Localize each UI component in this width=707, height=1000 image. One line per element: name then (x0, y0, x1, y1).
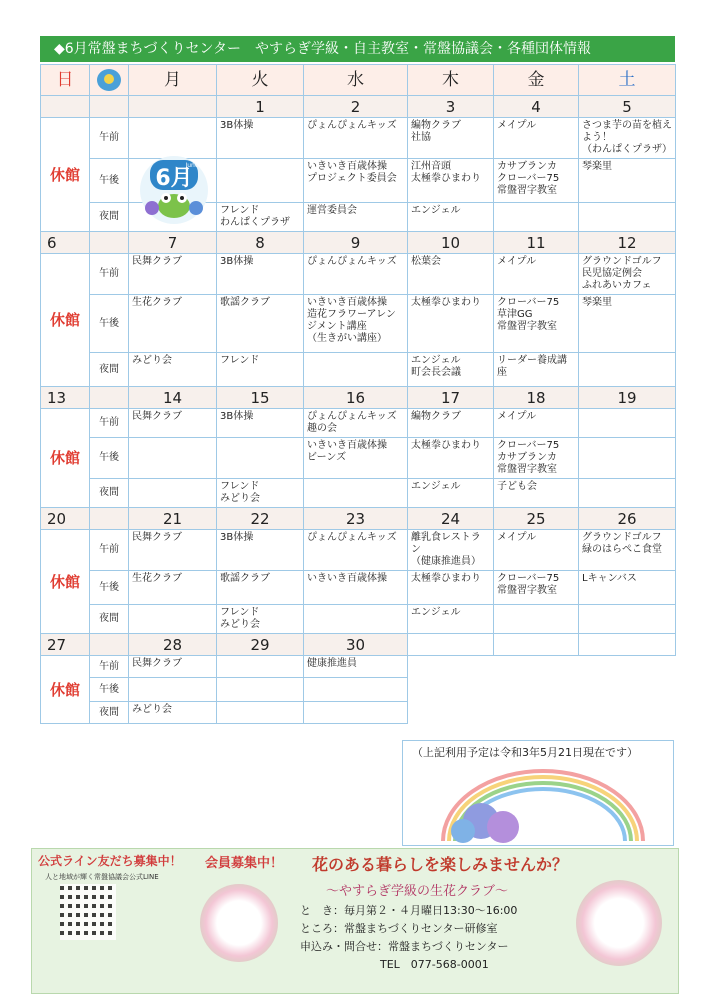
closed-label: 休館 (41, 254, 90, 387)
date-row (41, 634, 676, 656)
date-cell (494, 634, 579, 656)
footer-subtitle: ～やすらぎ学級の生花クラブ～ (326, 884, 509, 899)
event-cell: ぴょんぴょんキッズ (304, 530, 408, 571)
event-cell: さつま芋の苗を植えよう！ （わんぱくプラザ） (579, 118, 676, 159)
event-cell (129, 438, 217, 479)
date-sun: 20 (41, 508, 90, 530)
event-cell: ぴょんぴょんキッズ (304, 254, 408, 295)
weekday-thu: 木 (408, 65, 494, 96)
closed-label: 休館 (41, 118, 90, 232)
notice-area (408, 656, 676, 724)
june-badge-small: June (185, 162, 199, 169)
event-cell: 民舞クラブ (129, 530, 217, 571)
event-cell: ぴょんぴょんキッズ (304, 118, 408, 159)
info-tel: TEL 077-568-0001 (380, 958, 489, 971)
event-cell (579, 479, 676, 508)
event-cell (217, 438, 304, 479)
event-cell: 太極拳ひまわり (408, 295, 494, 353)
info-contact: 申込み・問合せ：常盤まちづくりセンター (300, 940, 509, 953)
event-cell (129, 678, 217, 702)
date-cell: 15 (217, 387, 304, 409)
slot-label-am: 午前 (90, 118, 129, 159)
event-cell: 3B体操 (217, 118, 304, 159)
event-cell: カサブランカ クローバー75 常盤習字教室 (494, 159, 579, 203)
member-recruit: 会員募集中！ (205, 856, 284, 871)
date-sun: 6 (41, 232, 90, 254)
event-cell: 琴楽里 (579, 159, 676, 203)
date-cell (579, 634, 676, 656)
event-cell: いきいき百歳体操 ビーンズ (304, 438, 408, 479)
event-cell: 離乳食レストラン （健康推進員） (408, 530, 494, 571)
event-cell: 運営委員会 (304, 203, 408, 232)
slot-label-pm: 午後 (90, 571, 129, 605)
date-cell: 26 (579, 508, 676, 530)
event-cell: 民舞クラブ (129, 409, 217, 438)
date-cell: 24 (408, 508, 494, 530)
event-cell: 松葉会 (408, 254, 494, 295)
event-cell: 太極拳ひまわり (408, 438, 494, 479)
slot-label-pm: 午後 (90, 159, 129, 203)
date-cell: 7 (129, 232, 217, 254)
event-cell: リーダー養成講座 (494, 353, 579, 387)
slot-row-pm (41, 571, 676, 605)
date-cell: 21 (129, 508, 217, 530)
event-cell (304, 479, 408, 508)
usage-note: （上記利用予定は令和3年5月21日現在です） (412, 746, 638, 759)
weekday-wed: 水 (304, 65, 408, 96)
event-cell: 歌謡クラブ (217, 295, 304, 353)
event-cell: フレンド (217, 353, 304, 387)
slot-label-night: 夜間 (90, 605, 129, 634)
date-spacer (90, 634, 129, 656)
date-cell: 16 (304, 387, 408, 409)
closed-label: 休館 (41, 656, 90, 724)
slot-label-night: 夜間 (90, 203, 129, 232)
event-cell (304, 605, 408, 634)
center-logo-cell (90, 65, 129, 96)
slot-label-am: 午前 (90, 530, 129, 571)
event-cell: フレンド わんぱくプラザ (217, 203, 304, 232)
event-cell: 歌謡クラブ (217, 571, 304, 605)
event-cell: クローバー75 草津GG 常盤習字教室 (494, 295, 579, 353)
date-spacer (90, 232, 129, 254)
event-cell: フレンド みどり会 (217, 479, 304, 508)
event-cell: ぴょんぴょんキッズ 趣の会 (304, 409, 408, 438)
date-cell: 25 (494, 508, 579, 530)
event-cell: 3B体操 (217, 254, 304, 295)
event-cell: みどり会 (129, 353, 217, 387)
event-cell (579, 409, 676, 438)
event-cell: 編物クラブ (408, 409, 494, 438)
date-cell: 5 (579, 96, 676, 118)
date-sun: 13 (41, 387, 90, 409)
event-cell: 3B体操 (217, 409, 304, 438)
page-banner: ◆6月常盤まちづくりセンター やすらぎ学級・自主教室・常盤協議会・各種団体情報 (40, 36, 675, 62)
event-cell: 生花クラブ (129, 295, 217, 353)
event-cell: みどり会 (129, 702, 217, 724)
event-cell (304, 353, 408, 387)
date-row (41, 96, 676, 118)
event-cell (304, 678, 408, 702)
event-cell (494, 203, 579, 232)
date-spacer (90, 508, 129, 530)
june-frog-illustration (138, 154, 210, 226)
slot-label-night: 夜間 (90, 479, 129, 508)
event-cell (217, 678, 304, 702)
date-cell: 29 (217, 634, 304, 656)
event-cell (129, 605, 217, 634)
line-subtitle: 人と地域が輝く常盤協議会公式LINE (45, 873, 159, 881)
event-cell (494, 605, 579, 634)
event-cell: 太極拳ひまわり (408, 571, 494, 605)
event-cell (304, 702, 408, 724)
event-cell: いきいき百歳体操 プロジェクト委員会 (304, 159, 408, 203)
event-cell: エンジェル (408, 605, 494, 634)
slot-label-am: 午前 (90, 409, 129, 438)
event-cell: グラウンドゴルフ 緑のはらぺこ食堂 (579, 530, 676, 571)
event-cell: 生花クラブ (129, 571, 217, 605)
event-cell (129, 479, 217, 508)
date-cell: 4 (494, 96, 579, 118)
event-cell: メイプル (494, 118, 579, 159)
weekday-header (41, 65, 676, 96)
event-cell: グラウンドゴルフ 民児協定例会 ふれあいカフェ (579, 254, 676, 295)
june-badge: 6月 (155, 166, 193, 191)
weekday-mon: 月 (129, 65, 217, 96)
date-cell: 18 (494, 387, 579, 409)
date-cell: 17 (408, 387, 494, 409)
weekday-fri: 金 (494, 65, 579, 96)
slot-row-am (41, 530, 676, 571)
event-cell: 民舞クラブ (129, 254, 217, 295)
weekday-tue: 火 (217, 65, 304, 96)
date-cell: 9 (304, 232, 408, 254)
event-cell: 編物クラブ 社協 (408, 118, 494, 159)
event-cell: Lキャンバス (579, 571, 676, 605)
date-cell: 8 (217, 232, 304, 254)
event-cell: クローバー75 常盤習字教室 (494, 571, 579, 605)
slot-label-am: 午前 (90, 656, 129, 678)
event-cell: 民舞クラブ (129, 656, 217, 678)
event-cell: 3B体操 (217, 530, 304, 571)
date-cell: 10 (408, 232, 494, 254)
event-cell: 琴楽里 (579, 295, 676, 353)
event-cell: 子ども会 (494, 479, 579, 508)
date-cell: 22 (217, 508, 304, 530)
slot-row-night (41, 605, 676, 634)
slot-row-am (41, 254, 676, 295)
footer-headline: 花のある暮らしを楽しみませんか？ (312, 855, 569, 874)
date-row (41, 232, 676, 254)
weekday-sat: 土 (579, 65, 676, 96)
date-spacer (90, 387, 129, 409)
date-sun: 27 (41, 634, 90, 656)
slot-row-pm (41, 159, 676, 203)
event-cell: フレンド みどり会 (217, 605, 304, 634)
slot-label-night: 夜間 (90, 353, 129, 387)
line-qr-code-icon[interactable] (60, 884, 116, 940)
event-cell (129, 118, 217, 159)
slot-row-pm (41, 295, 676, 353)
slot-row-night (41, 353, 676, 387)
slot-row-night (41, 479, 676, 508)
date-row (41, 387, 676, 409)
event-cell: エンジェル (408, 479, 494, 508)
slot-label-pm: 午後 (90, 295, 129, 353)
event-cell: メイプル (494, 254, 579, 295)
line-title: 公式ライン友だち募集中！ (38, 854, 182, 868)
date-cell (129, 96, 217, 118)
event-cell: クローバー75 カサブランカ 常盤習字教室 (494, 438, 579, 479)
event-cell (579, 203, 676, 232)
date-cell: 28 (129, 634, 217, 656)
event-cell: エンジェル 町会長会議 (408, 353, 494, 387)
date-row (41, 508, 676, 530)
flower-photo-right (576, 880, 662, 966)
event-cell: 健康推進員 (304, 656, 408, 678)
date-cell (408, 634, 494, 656)
date-cell: 23 (304, 508, 408, 530)
slot-row-night (41, 203, 676, 232)
date-cell: 1 (217, 96, 304, 118)
date-sun (41, 96, 90, 118)
slot-row-pm (41, 438, 676, 479)
event-cell: 江州音頭 太極拳ひまわり (408, 159, 494, 203)
date-cell: 30 (304, 634, 408, 656)
slot-row-am (41, 409, 676, 438)
slot-label-pm: 午後 (90, 438, 129, 479)
info-when: と き：毎月第２・４月曜日13:30～16:00 (300, 904, 518, 917)
closed-label: 休館 (41, 409, 90, 508)
event-cell (217, 656, 304, 678)
closed-label: 休館 (41, 530, 90, 634)
flower-photo-left (200, 884, 278, 962)
slot-label-night: 夜間 (90, 702, 129, 724)
event-cell: いきいき百歳体操 造花フラワーアレン ジメント講座 （生きがい講座） (304, 295, 408, 353)
date-cell: 12 (579, 232, 676, 254)
date-cell: 14 (129, 387, 217, 409)
event-cell: メイプル (494, 409, 579, 438)
date-cell: 19 (579, 387, 676, 409)
date-cell: 3 (408, 96, 494, 118)
slot-row-am (41, 656, 676, 678)
event-cell (217, 702, 304, 724)
event-cell (579, 353, 676, 387)
slot-row-am (41, 118, 676, 159)
date-spacer (90, 96, 129, 118)
event-cell: エンジェル (408, 203, 494, 232)
event-cell: メイプル (494, 530, 579, 571)
date-cell: 11 (494, 232, 579, 254)
info-where: ところ：常盤まちづくりセンター研修室 (300, 922, 498, 935)
event-cell: いきいき百歳体操 (304, 571, 408, 605)
weekday-sun: 日 (41, 65, 90, 96)
event-cell (579, 438, 676, 479)
slot-label-pm: 午後 (90, 678, 129, 702)
event-cell (217, 159, 304, 203)
calendar-table (40, 64, 676, 724)
date-cell: 2 (304, 96, 408, 118)
slot-label-am: 午前 (90, 254, 129, 295)
center-logo-icon (97, 69, 121, 91)
event-cell (579, 605, 676, 634)
